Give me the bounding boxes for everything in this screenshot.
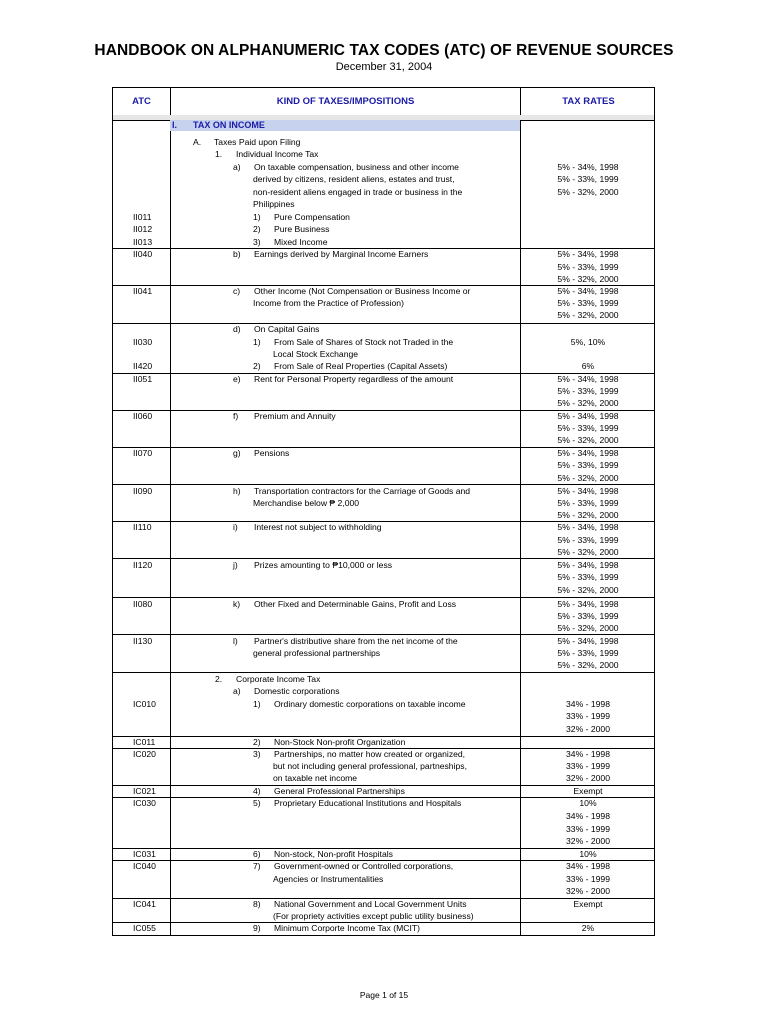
tax-description: Transportation contractors for the Carriage of Goods and: [254, 486, 471, 496]
tax-description: Interest not subject to withholding: [254, 522, 382, 532]
tax-rate: 33% - 1999: [566, 711, 610, 721]
row-divider: [113, 323, 654, 324]
item-marker: g): [233, 448, 241, 458]
tax-description: Income from the Practice of Profession): [253, 298, 404, 308]
tax-rate: 5% - 34%, 1998: [557, 411, 619, 421]
tax-description: Taxes Paid upon Filing: [214, 137, 301, 147]
atc-code: II420: [133, 361, 153, 371]
item-marker: 2): [253, 737, 261, 747]
atc-code: II060: [133, 411, 153, 421]
item-marker: h): [233, 486, 241, 496]
item-marker: 5): [253, 798, 261, 808]
tax-rate: 5% - 32%, 2000: [557, 398, 619, 408]
atc-code: II051: [133, 374, 153, 384]
tax-rate: 10%: [579, 798, 597, 808]
tax-rate: 32% - 2000: [566, 886, 610, 896]
tax-rate: 5% - 32%, 2000: [557, 187, 619, 197]
tax-rate: 32% - 2000: [566, 724, 610, 734]
tax-rate: 5% - 32%, 2000: [557, 623, 619, 633]
tax-rate: 34% - 1998: [566, 861, 610, 871]
atc-code: II013: [133, 237, 153, 247]
col-divider: [170, 88, 171, 935]
tax-rate: 5% - 34%, 1998: [557, 249, 619, 259]
tax-description: (For propriety activities except public utility business): [273, 911, 474, 921]
atc-code: IC031: [133, 849, 156, 859]
item-marker: 3): [253, 237, 261, 247]
atc-code: II070: [133, 448, 153, 458]
item-marker: d): [233, 324, 241, 334]
page-footer: Page 1 of 15: [359, 990, 409, 1000]
tax-rate: 5% - 34%, 1998: [557, 522, 619, 532]
tax-description: Pure Compensation: [274, 212, 350, 222]
item-marker: 7): [253, 861, 261, 871]
tax-description: From Sale of Shares of Stock not Traded in the: [274, 337, 454, 347]
tax-rate: 5% - 34%, 1998: [557, 448, 619, 458]
atc-code: IC030: [133, 798, 156, 808]
tax-description: Partnerships, no matter how created or organized,: [274, 749, 466, 759]
tax-description: Other Fixed and Determinable Gains, Profit and Loss: [254, 599, 457, 609]
item-marker: a): [233, 686, 241, 696]
atc-code: II011: [133, 212, 152, 222]
tax-rate: 5% - 33%, 1999: [557, 460, 619, 470]
document-date: December 31, 2004: [335, 61, 433, 73]
tax-rate: 5%, 10%: [570, 337, 606, 347]
atc-table: [112, 87, 655, 936]
tax-rate: 34% - 1998: [566, 811, 610, 821]
tax-rate: 2%: [581, 923, 595, 933]
tax-rate: 5% - 32%, 2000: [557, 435, 619, 445]
tax-description: Rent for Personal Property regardless of the amount: [254, 374, 454, 384]
tax-description: Other Income (Not Compensation or Business Income or: [254, 286, 471, 296]
tax-rate: 5% - 34%, 1998: [557, 162, 619, 172]
section-heading: [170, 120, 520, 131]
item-marker: 2): [253, 361, 261, 371]
tax-rate: 5% - 34%, 1998: [557, 636, 619, 646]
tax-description: Domestic corporations: [254, 686, 340, 696]
tax-description: Mixed Income: [274, 237, 328, 247]
tax-description: Agencies or Instrumentalities: [273, 874, 384, 884]
item-marker: 9): [253, 923, 261, 933]
tax-rate: 5% - 34%, 1998: [557, 486, 619, 496]
atc-code: IC011: [133, 737, 156, 747]
item-marker: 2): [253, 224, 261, 234]
document-title: HANDBOOK ON ALPHANUMERIC TAX CODES (ATC) OF REVENUE SOURCES: [94, 42, 674, 59]
item-marker: 4): [253, 786, 261, 796]
tax-rate: 5% - 33%, 1999: [557, 386, 619, 396]
atc-code: II090: [133, 486, 153, 496]
atc-code: II041: [133, 286, 153, 296]
tax-description: Non-Stock Non-profit Organization: [274, 737, 406, 747]
atc-code: II120: [133, 560, 153, 570]
atc-code: II040: [133, 249, 153, 259]
tax-rate: 5% - 34%, 1998: [557, 374, 619, 384]
item-marker: j): [233, 560, 238, 570]
tax-rate: 5% - 32%, 2000: [557, 660, 619, 670]
header-tax-rates: TAX RATES: [562, 96, 615, 107]
tax-description: Premium and Annuity: [254, 411, 336, 421]
atc-code: II130: [133, 636, 153, 646]
tax-rate: 5% - 32%, 2000: [557, 585, 619, 595]
tax-description: Corporate Income Tax: [236, 674, 321, 684]
tax-description: Ordinary domestic corporations on taxable income: [274, 699, 466, 709]
tax-rate: 5% - 33%, 1999: [557, 498, 619, 508]
tax-description: On Capital Gains: [254, 324, 320, 334]
tax-rate: 5% - 32%, 2000: [557, 510, 619, 520]
item-marker: b): [233, 249, 241, 259]
item-marker: 1): [253, 212, 261, 222]
atc-code: IC041: [133, 899, 156, 909]
atc-code: II080: [133, 599, 153, 609]
atc-code: IC010: [133, 699, 156, 709]
tax-description: Non-stock, Non-profit Hospitals: [274, 849, 393, 859]
tax-description: derived by citizens, resident aliens, estates and trust,: [253, 174, 455, 184]
atc-code: II110: [133, 522, 152, 532]
tax-rate: 5% - 32%, 2000: [557, 473, 619, 483]
tax-rate: Exempt: [573, 786, 603, 796]
tax-description: Pure Business: [274, 224, 330, 234]
tax-description: On taxable compensation, business and other income: [254, 162, 459, 172]
tax-description: Local Stock Exchange: [273, 349, 359, 359]
tax-description: Government-owned or Controlled corporations,: [274, 861, 454, 871]
tax-rate: 5% - 33%, 1999: [557, 648, 619, 658]
item-marker: 1.: [215, 149, 223, 159]
tax-description: on taxable net income: [273, 773, 358, 783]
item-marker: 8): [253, 899, 261, 909]
tax-description: Individual Income Tax: [236, 149, 319, 159]
atc-code: II030: [133, 337, 153, 347]
tax-description: Merchandise below ₱ 2,000: [253, 498, 360, 508]
item-marker: 3): [253, 749, 261, 759]
item-marker: e): [233, 374, 241, 384]
section-number: I.: [172, 120, 178, 130]
item-marker: 1): [253, 699, 261, 709]
atc-code: IC055: [133, 923, 156, 933]
tax-rate: 5% - 32%, 2000: [557, 547, 619, 557]
atc-code: IC021: [133, 786, 156, 796]
tax-rate: 5% - 33%, 1999: [557, 423, 619, 433]
tax-description: Prizes amounting to ₱10,000 or less: [254, 560, 393, 570]
item-marker: 2.: [215, 674, 223, 684]
item-marker: l): [233, 636, 238, 646]
tax-rate: 33% - 1999: [566, 824, 610, 834]
tax-rate: 5% - 34%, 1998: [557, 560, 619, 570]
tax-rate: 10%: [579, 849, 597, 859]
tax-rate: 5% - 34%, 1998: [557, 599, 619, 609]
tax-rate: 33% - 1999: [566, 761, 610, 771]
item-marker: i): [233, 522, 238, 532]
tax-rate: 5% - 33%, 1999: [557, 572, 619, 582]
tax-rate: 32% - 2000: [566, 836, 610, 846]
tax-rate: 5% - 32%, 2000: [557, 274, 619, 284]
tax-rate: 34% - 1998: [566, 699, 610, 709]
tax-rate: 5% - 33%, 1999: [557, 535, 619, 545]
tax-description: non-resident aliens engaged in trade or business in the: [253, 187, 463, 197]
section-label: TAX ON INCOME: [193, 120, 265, 130]
tax-description: Proprietary Educational Institutions and Hospitals: [274, 798, 462, 808]
tax-rate: 5% - 34%, 1998: [557, 286, 619, 296]
tax-description: Pensions: [254, 448, 290, 458]
tax-rate: 5% - 33%, 1999: [557, 611, 619, 621]
header-atc: ATC: [132, 96, 151, 107]
tax-description: General Professional Partnerships: [274, 786, 405, 796]
header-kind: KIND OF TAXES/IMPOSITIONS: [276, 96, 415, 107]
tax-rate: 34% - 1998: [566, 749, 610, 759]
item-marker: a): [233, 162, 241, 172]
item-marker: A.: [193, 137, 202, 147]
item-marker: 1): [253, 337, 261, 347]
tax-rate: 5% - 33%, 1999: [557, 298, 619, 308]
tax-description: National Government and Local Government Units: [274, 899, 467, 909]
tax-description: Partner's distributive share from the net income of the: [254, 636, 458, 646]
tax-rate: 32% - 2000: [566, 773, 610, 783]
tax-description: From Sale of Real Properties (Capital Assets): [274, 361, 448, 371]
tax-rate: 5% - 33%, 1999: [557, 174, 619, 184]
tax-description: Earnings derived by Marginal Income Earners: [254, 249, 429, 259]
item-marker: f): [233, 411, 239, 421]
tax-description: Minimum Corporte Income Tax (MCIT): [274, 923, 420, 933]
tax-description: Philippines: [253, 199, 295, 209]
tax-rate: 5% - 33%, 1999: [557, 262, 619, 272]
atc-code: II012: [133, 224, 153, 234]
atc-code: IC020: [133, 749, 156, 759]
tax-rate: 6%: [581, 361, 595, 371]
row-divider: [113, 672, 654, 673]
item-marker: k): [233, 599, 241, 609]
item-marker: 6): [253, 849, 261, 859]
tax-rate: 33% - 1999: [566, 874, 610, 884]
item-marker: c): [233, 286, 241, 296]
tax-rate: Exempt: [573, 899, 603, 909]
tax-rate: 5% - 32%, 2000: [557, 310, 619, 320]
atc-code: IC040: [133, 861, 156, 871]
tax-description: general professional partnerships: [253, 648, 381, 658]
tax-description: but not including general professional, partneships,: [273, 761, 467, 771]
